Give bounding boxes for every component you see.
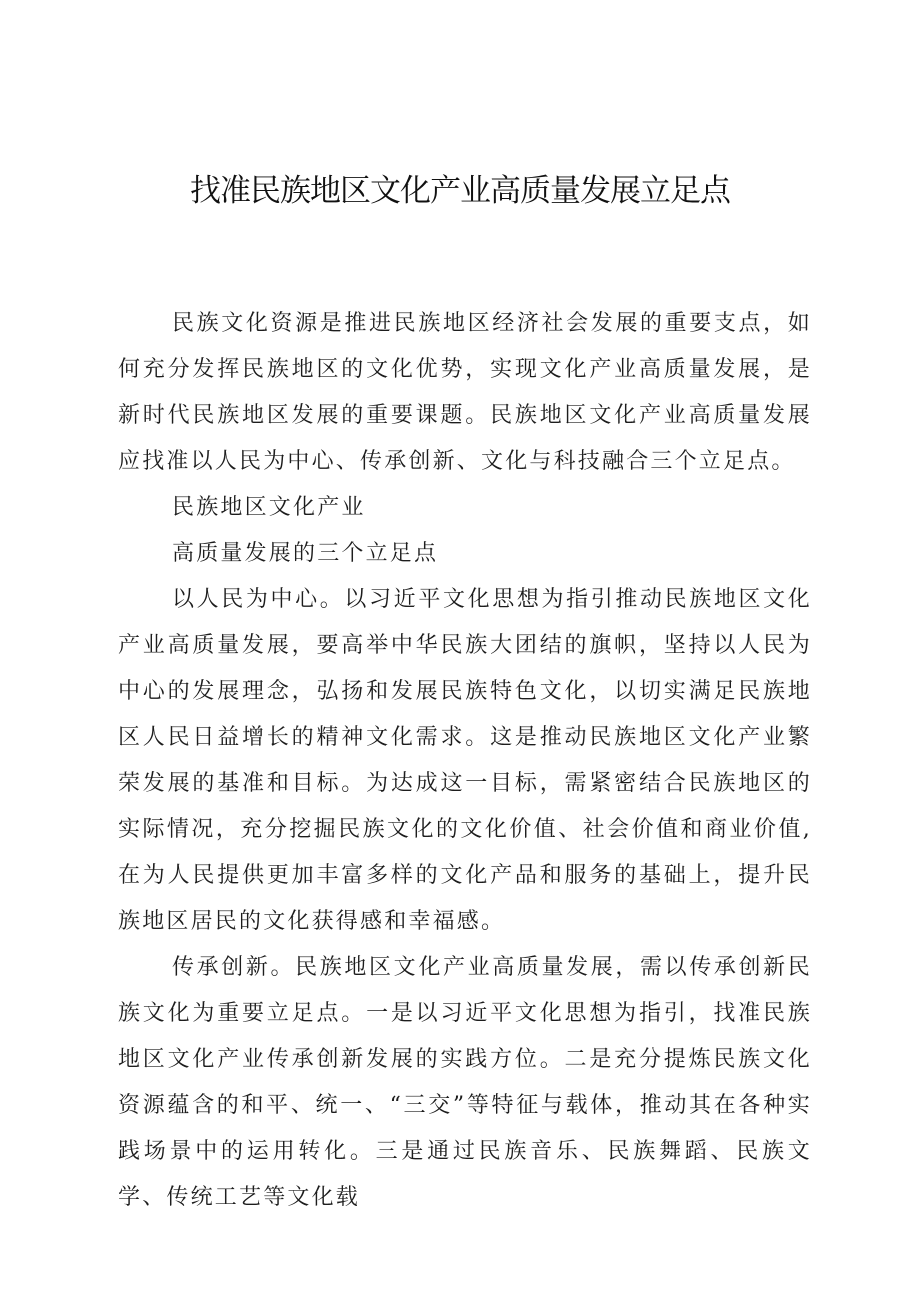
document-body: [118, 301, 812, 1221]
section-heading-line-2: 高质量发展的三个立足点: [172, 541, 439, 566]
document-title: 找准民族地区文化产业高质量发展立足点: [190, 173, 730, 209]
paragraph-intro: 民族文化资源是推进民族地区经济社会发展的重要支点，如何充分发挥民族地区的文化优势，实现文化产业高质量发展，是新时代民族地区发展的重要课题。民族地区文化产业高质量发展应找准以人民为中心、传承创新、文化与科技融合三个立足点。: [118, 311, 812, 474]
paragraph-inheritance-innovation: 传承创新。民族地区文化产业高质量发展，需以传承创新民族文化为重要立足点。一是以习近平文化思想为指引，找准民族地区文化产业传承创新发展的实践方位。二是充分提炼民族文化资源蕴含的和平、统一、“三交”等特征与载体，推动其在各种实践场景中的运用转化。三是通过民族音乐、民族舞蹈、民族文学、传统工艺等文化载: [118, 955, 812, 1210]
section-heading-line-1: 民族地区文化产业: [172, 495, 366, 520]
paragraph-people-centered: 以人民为中心。以习近平文化思想为指引推动民族地区文化产业高质量发展，要高举中华民族大团结的旗帜，坚持以人民为中心的发展理念，弘扬和发展民族特色文化，以切实满足民族地区人民日益增长的精神文化需求。这是推动民族地区文化产业繁荣发展的基准和目标。为达成这一目标，需紧密结合民族地区的实际情况，充分挖掘民族文化的文化价值、社会价值和商业价值,在为人民提供更加丰富多样的文化产品和服务的基础上，提升民族地区居民的文化获得感和幸福感。: [118, 587, 812, 934]
